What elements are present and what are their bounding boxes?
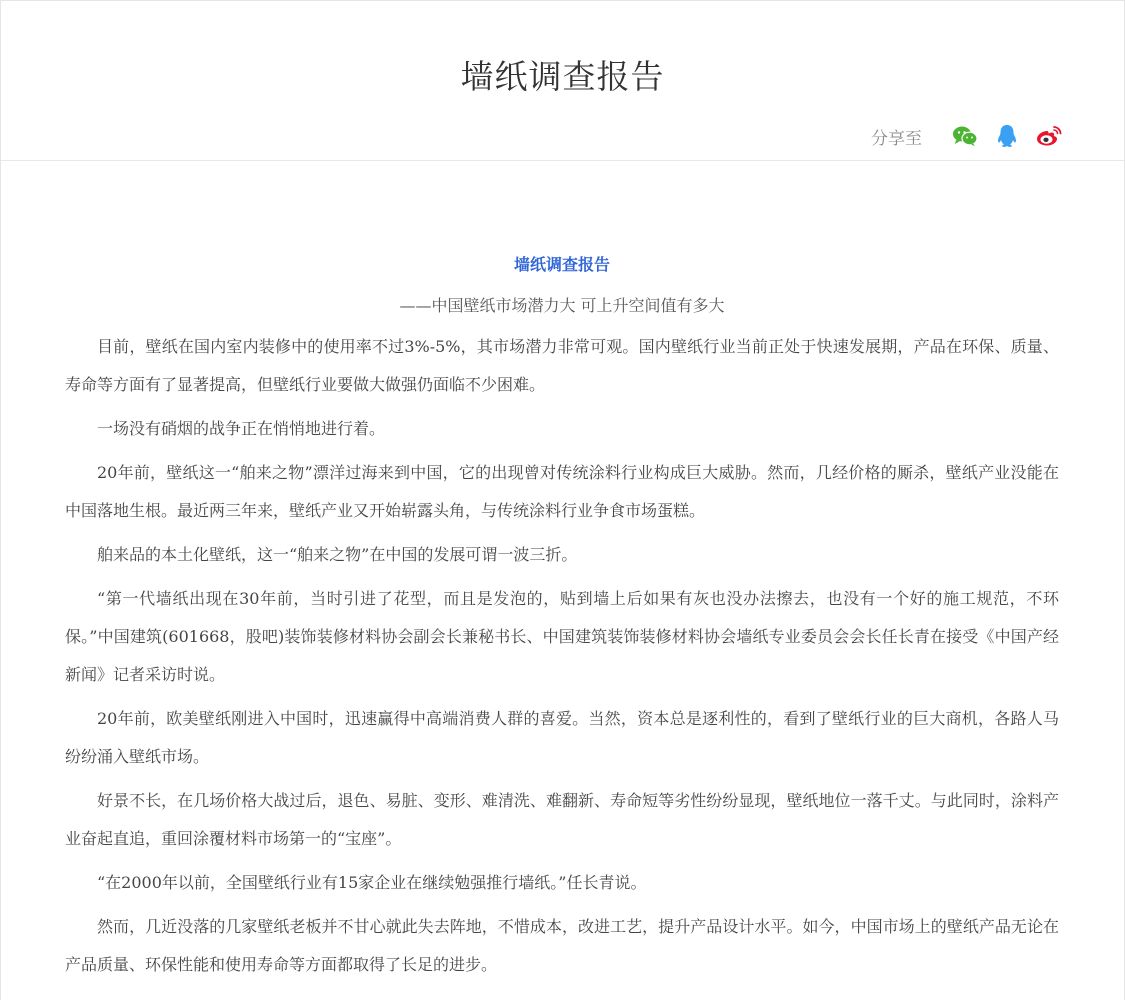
- paragraph: 好景不长，在几场价格大战过后，退色、易脏、变形、难清洗、难翻新、寿命短等劣性纷纷显现，壁纸地位一落千丈。与此同时，涂料产业奋起直追，重回涂覆材料市场第一的“宝座”。: [65, 791, 1059, 848]
- paragraph: 然而，几近没落的几家壁纸老板并不甘心就此失去阵地，不惜成本，改进工艺，提升产品设计水平。如今，中国市场上的壁纸产品无论在产品质量、环保性能和使用寿命等方面都取得了长足的进步。: [65, 917, 1059, 974]
- paragraph: 一场没有硝烟的战争正在悄悄地进行着。: [97, 419, 386, 438]
- paragraph: 20年前，壁纸这一“舶来之物”漂洋过海来到中国，它的出现曾对传统涂料行业构成巨大威胁。然而，几经价格的厮杀，壁纸产业没能在中国落地生根。最近两三年来，壁纸产业又开始崭露头角，与传统涂料行业争食市场蛋糕。: [65, 463, 1059, 520]
- page-title: 墙纸调查报告: [460, 57, 665, 96]
- share-label: 分享至: [871, 128, 922, 149]
- article-body: [65, 247, 1059, 984]
- share-bar: [871, 123, 1062, 149]
- article-subheading: ——中国壁纸市场潜力大 可上升空间值有多大: [399, 296, 725, 315]
- paragraph: “第一代墙纸出现在30年前，当时引进了花型，而且是发泡的，贴到墙上后如果有灰也没办法擦去，也没有一个好的施工规范，不环保。”中国建筑(601668，股吧)装饰装修材料协会副会长兼秘书长、中国建筑装饰装修材料协会墙纸专业委员会会长任长青在接受《中国产经新闻》记者采访时说。: [65, 589, 1059, 684]
- weibo-icon[interactable]: [1036, 123, 1062, 149]
- paragraph: “在2000年以前，全国壁纸行业有15家企业在继续勉强推行墙纸。”任长青说。: [97, 873, 647, 892]
- page-header: [1, 1, 1124, 161]
- paragraph: 20年前，欧美壁纸刚进入中国时，迅速赢得中高端消费人群的喜爱。当然，资本总是逐利性的，看到了壁纸行业的巨大商机，各路人马纷纷涌入壁纸市场。: [65, 709, 1059, 766]
- qq-icon[interactable]: [994, 123, 1020, 149]
- wechat-icon[interactable]: [952, 123, 978, 149]
- paragraph: 舶来品的本土化壁纸，这一“舶来之物”在中国的发展可谓一波三折。: [97, 545, 578, 564]
- article-heading: 墙纸调查报告: [513, 255, 610, 274]
- paragraph: 目前，壁纸在国内室内装修中的使用率不过3%-5%，其市场潜力非常可观。国内壁纸行业当前正处于快速发展期，产品在环保、质量、寿命等方面有了显著提高，但壁纸行业要做大做强仍面临不少困难。: [65, 337, 1059, 394]
- paragraph-list: [65, 328, 1059, 984]
